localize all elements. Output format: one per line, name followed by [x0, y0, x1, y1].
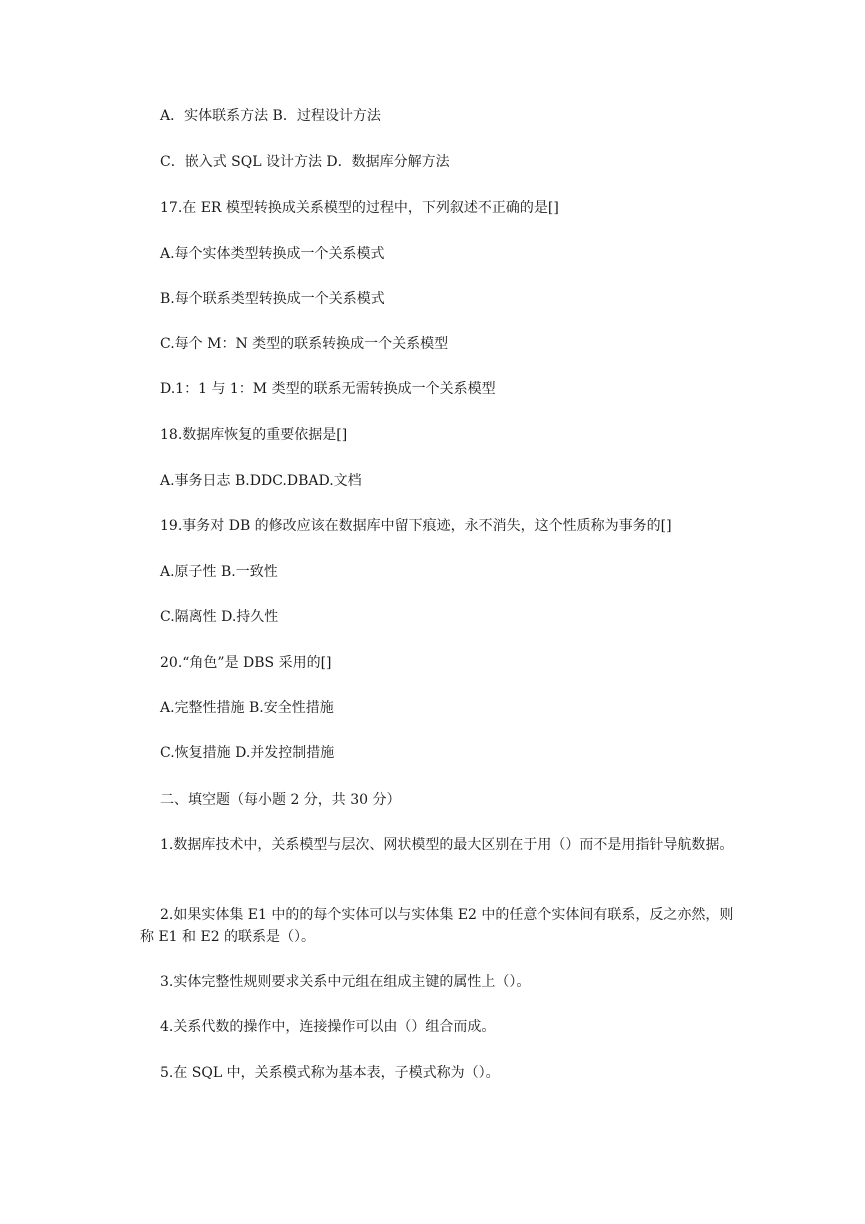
fill-question-3: 3.实体完整性规则要求关系中元组在组成主键的属性上（）。 [160, 974, 531, 990]
option-line: D.1：1 与 1：M 类型的联系无需转换成一个关系模型 [160, 381, 496, 397]
option-line: A.完整性措施 B.安全性措施 [160, 700, 334, 716]
question-17: 17.在 ER 模型转换成关系模型的过程中，下列叙述不正确的是[] [160, 200, 559, 216]
option-line: C．嵌入式 SQL 设计方法 D．数据库分解方法 [160, 154, 450, 170]
fill-question-5: 5.在 SQL 中，关系模式称为基本表，子模式称为（）。 [160, 1065, 500, 1081]
fill-question-2: 2.如果实体集 E1 中的的每个实体可以与实体集 E2 中的任意个实体间有联系，反之亦然，则称 E1 和 E2 的联系是（）。 [140, 907, 734, 945]
option-line: A.原子性 B.一致性 [160, 564, 278, 580]
question-18: 18.数据库恢复的重要依据是[] [160, 427, 348, 443]
option-line: A．实体联系方法 B．过程设计方法 [160, 108, 381, 124]
option-line: C.恢复措施 D.并发控制措施 [160, 745, 335, 761]
fill-question-1: 1.数据库技术中，关系模型与层次、网状模型的最大区别在于用（）而不是用指针导航数据。 [160, 837, 734, 853]
question-20: 20.“角色”是 DBS 采用的[] [160, 655, 332, 671]
option-line: A.事务日志 B.DDC.DBAD.文档 [160, 473, 362, 489]
option-line: C.每个 M：N 类型的联系转换成一个关系模型 [160, 336, 449, 352]
option-line: A.每个实体类型转换成一个关系模式 [160, 246, 385, 262]
option-line: C.隔离性 D.持久性 [160, 609, 279, 625]
question-19: 19.事务对 DB 的修改应该在数据库中留下痕迹，永不消失，这个性质称为事务的[] [160, 518, 672, 534]
section-heading: 二、填空题（每小题 2 分，共 30 分） [160, 792, 401, 808]
fill-question-4: 4.关系代数的操作中，连接操作可以由（）组合而成。 [160, 1019, 496, 1035]
option-line: B.每个联系类型转换成一个关系模式 [160, 291, 385, 307]
